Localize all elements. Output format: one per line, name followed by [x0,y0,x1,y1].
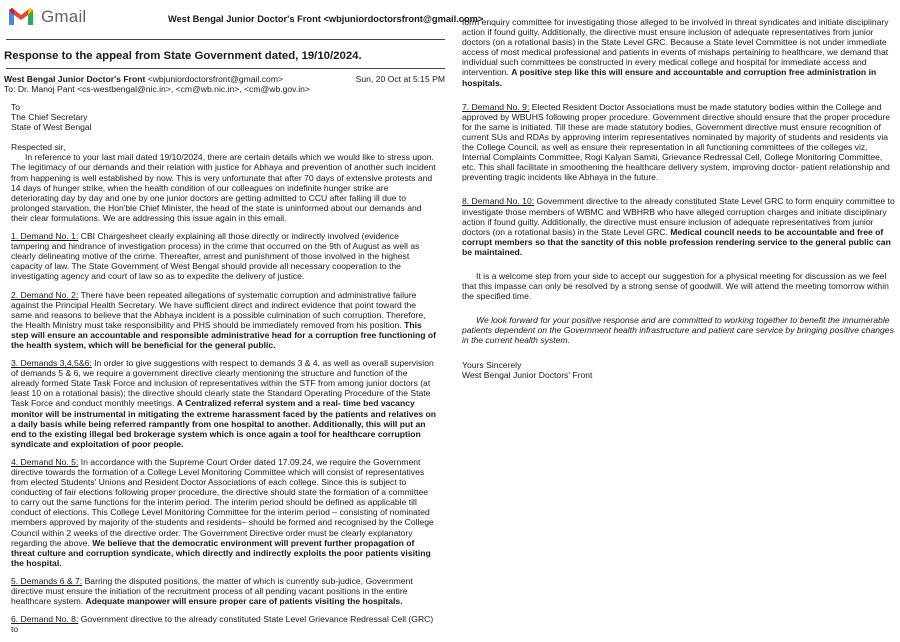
demand-label: 8. Demand No. 10: [462,196,535,207]
email-subject: Response to the appeal from State Government dated, 19/10/2024. [4,50,362,62]
demand-paragraph: 6. Demand No. 8: Government directive to the already constituted State Level Grievance Redressal Cell (GRC) to [11,614,434,635]
gmail-envelope-icon [7,6,35,27]
intro-paragraph: In reference to your last mail dated 19/10/2024, there are certain details which we would like to stress upon. The legitimacy of our demands and their relation with justice for Abhaya and prevention of another such incident from happening is well established by now. This is very unfortunate that after 70 days of extensive protests and 14 days of hunger strike, when the health condition of our colleagues on indefinite hunger strike are deteriorating day by day and one by one junior doctors are getting admitted to CCU after falling ill due to prolonged starvation, the Hon'ble Chief Minister, the head of the state is uninformed about our demands and their clear formulations. We are addressing this issue again in this email. [11,152,436,223]
demand-label: 1. Demand No. 1: [11,231,79,242]
demand-paragraph: 4. Demand No. 5: In accordance with the Supreme Court Order dated 17.09.24, we require the Government directive towards the formation of a College Level Monitoring Committee which will consist of representatives from elected Students' Unions and Resident Doctor Associations of each college. Since this is subject to conducting of fair elections following proper procedure, the directive should state the formation of a committee to carry out the same functions for the interim period. The interim period should be defined as applicable till conduct of elections. This College Level Monitoring Committee for the interim period – consisting of nominated members approved by majority of the students and residents– should be formed and recognised by the College Council within 2 weeks of the directive order. The Government Directive order must be clearly explanatory regarding the above. We believe that the democratic environment will prevent further propagation of threat culture and corruption syndicate, which directly and indirectly exploits the poor patients visiting the hospital. [11,456,434,568]
demand-paragraph: 2. Demand No. 2: There have been repeated allegations of systematic corruption and administrative failure against the Principal Health Secretary. We have sufficient direct and indirect evidence that point toward the same and reasons to believe that the Abhaya incident is a possible culmination of such corruption. Therefore, the Health Ministry must take responsibility and PHS should be immediately removed from his position. This step will ensure an accountable and responsible administrative head for a corruption free functioning of the health system, which will be beneficial for the general public. [11,289,436,350]
address-block [11,102,436,132]
account-email: West Bengal Junior Doctor's Front <wbjuniordoctorsfront@gmail.com> [168,14,484,24]
demand-label: 6. Demand No. 8: [11,614,79,625]
recipients: To: Dr. Manoj Pant <cs-westbengal@nic.in>, <cm@wb.nic.in>, <cm@wb.gov.in> [4,84,310,94]
demand-label: 4. Demand No. 5: [11,456,79,467]
signoff: Yours Sincerely [462,359,522,370]
demand-label: 5. Demands 6 & 7: [11,575,83,586]
demand-paragraph: 3. Demands 3,4,5&6: In order to give suggestions with respect to demands 3 & 4, as well as overall supervision of demands 5 & 6, we require a government directive clearly mentioning the structure and function of the already formed State Task Force and inclusion of representatives within the STF from among junior doctors (at least 10 on a rotational basis); the directive should clearly state the Standard Operating Procedure of the State Task Force and conduct monthly meetings. A Centralized referral system and a real- time bed vacancy monitor will be instrumental in mitigating the extreme harassment faced by the patients and relatives on a daily basis while being referred rampantly from one hospital to another. Additionally, this will put an end to the existing illegal bed brokerage system which is once again a tool for healthcare corruption syndicate and exploitation of poor people. [11,358,437,449]
sender-email[interactable]: <wbjuniordoctorsfront@gmail.com> [147,74,284,84]
salutation: Respected sir, [11,142,66,153]
sender-row [4,74,445,84]
demand-paragraph: 8. Demand No. 10: Government directive to the already constituted State Level GRC to form enquiry committee to investigate those members of WBMC and WBHRB who have alleged corruption charges and initiate disciplinary action if found guilty. Additionally, the directive must ensure inclusion of adequate representatives from junior doctors (on a rotational basis) in the State Level GRC. Medical council needs to be accountable and free of corrupt members so that the sanctity of this noble profession rendering service to the general public can be maintained. [462,196,895,257]
meeting-paragraph: It is a welcome step from your side to accept our suggestion for a physical meeting for discussion as we feel that this impasse can only be resolved by a strong sense of goodwill. We will attend the meeting tomorrow within the specified time. [462,270,889,302]
email-body [11,102,436,642]
continuation-paragraph: form enquiry committee for investigating those alleged to be involved in threat syndicates and initiate disciplinary action if found guilty. Additionally, the directive must ensure inclusion of adequate representatives from junior doctors (on a rotational basis) in the State Level GRC. Because a State level Committee is not under immediate access of most medical professional and patients in events of mishaps pertaining to healthcare, we demand that individual such committees be constructed in every medical college and hospital for immediate access and intervention. A positive step like this will ensure and accountable and corruption free administration in hospitals. [462,17,889,88]
subject-divider [6,68,445,69]
demand-paragraph: 5. Demands 6 & 7: Barring the disputed positions, the matter of which is currently sub-judice, Government directive must ensure the initiation of the recruitment process of all pending vacant positions in the entire healthcare system. Adequate manpower will ensure proper care of patients visiting the hospitals. [11,575,413,607]
demand-label: 7. Demand No. 9: [462,101,530,112]
gmail-header [0,0,484,38]
app-name: Gmail [41,6,87,26]
signature: West Bengal Junior Doctors' Front [462,369,593,380]
demand-label: 2. Demand No. 2: [11,289,79,300]
demand-paragraph: 1. Demand No. 1: CBI Chargesheet clearly explaining all those directly or indirectly involved (evidence tampering and hindrance of investigation process) in the crime that occurred on the 9th of August as well as clearly delineating motive of the crime. Thereafter, arrest and punishment of those involved in the highest capacity of law. The State Government of West Bengal should provide all necessary cooperation to the investigating agency and court of law so as to expedite the delivery of justice. [11,231,420,282]
sender-name[interactable]: West Bengal Junior Doctor's Front [4,74,146,84]
header-divider [6,39,445,40]
email-date: Sun, 20 Oct at 5:15 PM [355,74,445,84]
closing-paragraph: We look forward for your positive response and are committed to working together to benefit the innumerable patients dependent on the Government health infrastructure and patient care service by bringing positive changes in the current health system. [462,315,894,346]
address-line: To [11,102,21,112]
gmail-logo[interactable] [7,6,86,27]
demand-label: 3. Demands 3,4,5&6: [11,358,92,369]
signature-block [462,360,898,380]
address-line: The Chief Secretary [11,112,88,123]
email-body-continued [462,17,898,389]
address-line: State of West Bengal [11,122,92,133]
demand-paragraph: 7. Demand No. 9: Elected Resident Doctor Associations must be made statutory bodies within the College and approved by WBUHS following proper procedure. Government directive should ensure that the proper procedure for the same is initiated. Till these are made statutory bodies, Government directive must ensure recognition of current SUs and RDAs by approving interim representatives nominated by majority of students and residents via the College Council, as well as ensure their representation in all functioning committees of the colleges viz. Internal Complaints Committee, Rogi Kalyan Samiti, Grievance Redressal Cell, College Monitoring Committee, etc. This shall facilitate in smoothening the healthcare delivery system, improving doctor- patient relationship and preventing tragic incidents like Abhaya in the future. [462,101,891,183]
right-page [456,0,900,600]
